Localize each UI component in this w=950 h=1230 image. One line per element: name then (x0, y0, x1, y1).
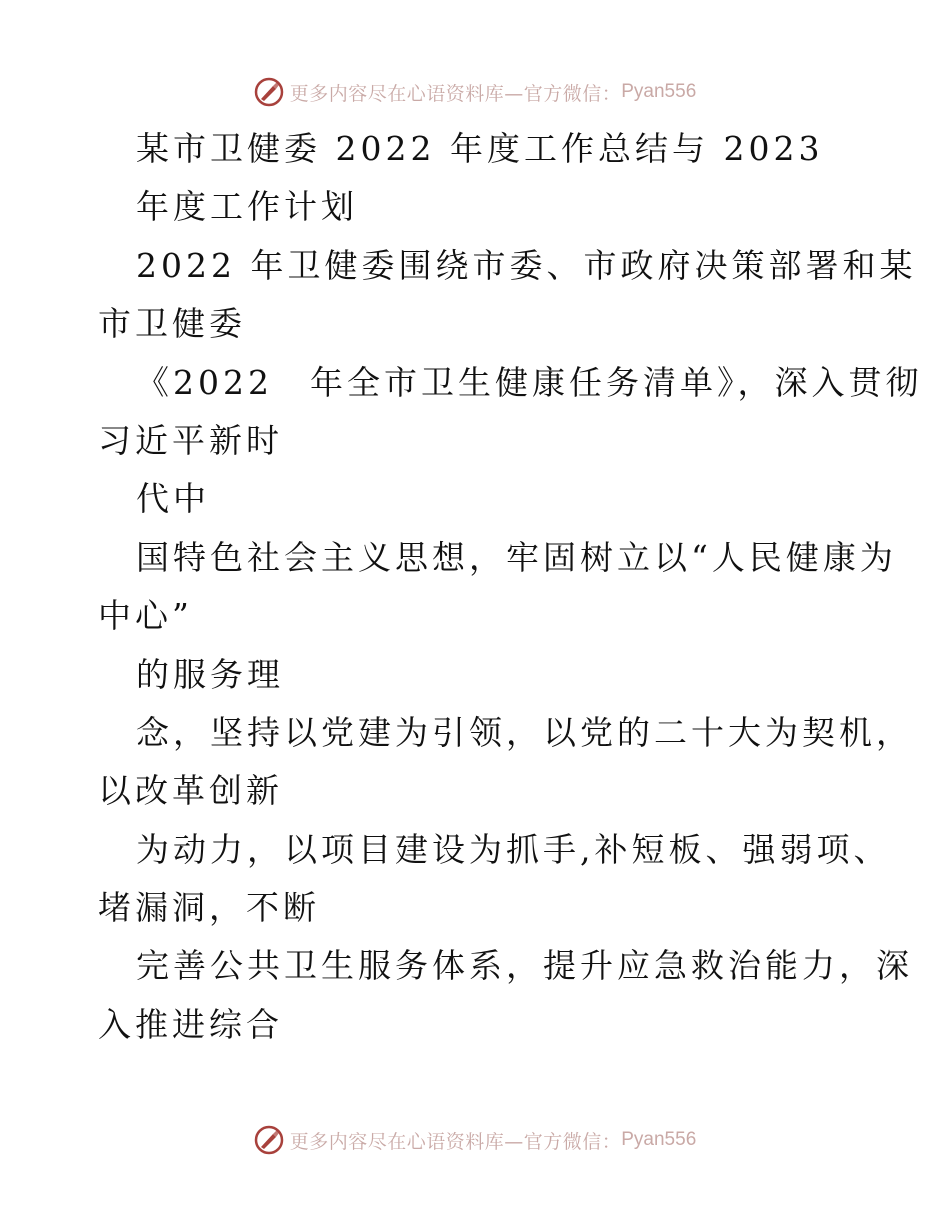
paragraph-line: 《2022 年全市卫生健康任务清单》，深入贯彻 (136, 362, 923, 402)
paragraph-line: 入推进综合 (98, 1004, 283, 1044)
watermark-wechat-id: Pyan556 (621, 81, 697, 102)
paragraph-line: 国特色社会主义思想，牢固树立以“人民健康为 (136, 537, 897, 577)
paragraph-line: 以改革创新 (98, 771, 283, 811)
paragraph-line: 念，坚持以党建为引领，以党的二十大为契机， (136, 712, 913, 752)
pen-logo-icon (254, 77, 284, 107)
document-title-line: 某市卫健委 2022 年度工作总结与 2023 (136, 129, 824, 168)
paragraph-line: 为动力，以项目建设为抓手,补短板、强弱项、 (136, 829, 891, 869)
paragraph-line: 2022 年卫健委围绕市委、市政府决策部署和某 (136, 245, 917, 285)
paragraph-line: 堵漏洞，不断 (98, 888, 320, 928)
paragraph-line: 中心” (98, 596, 193, 636)
paragraph-line: 代中 (136, 479, 210, 519)
paragraph-line: 市卫健委 (98, 304, 246, 344)
watermark-wechat-id: Pyan556 (621, 1129, 697, 1150)
watermark-text: 更多内容尽在心语资料库—官方微信： (289, 82, 622, 105)
watermark-text: 更多内容尽在心语资料库—官方微信： (289, 1130, 622, 1153)
document-body (98, 120, 923, 1054)
header-watermark (0, 72, 950, 112)
paragraph-line: 习近平新时 (98, 420, 283, 460)
paragraph-line: 完善公共卫生服务体系，提升应急救治能力，深 (136, 946, 913, 986)
paragraph-line: 的服务理 (136, 654, 284, 694)
document-title-line: 年度工作计划 (136, 187, 358, 227)
footer-watermark (0, 1120, 950, 1160)
pen-logo-icon (254, 1125, 284, 1155)
